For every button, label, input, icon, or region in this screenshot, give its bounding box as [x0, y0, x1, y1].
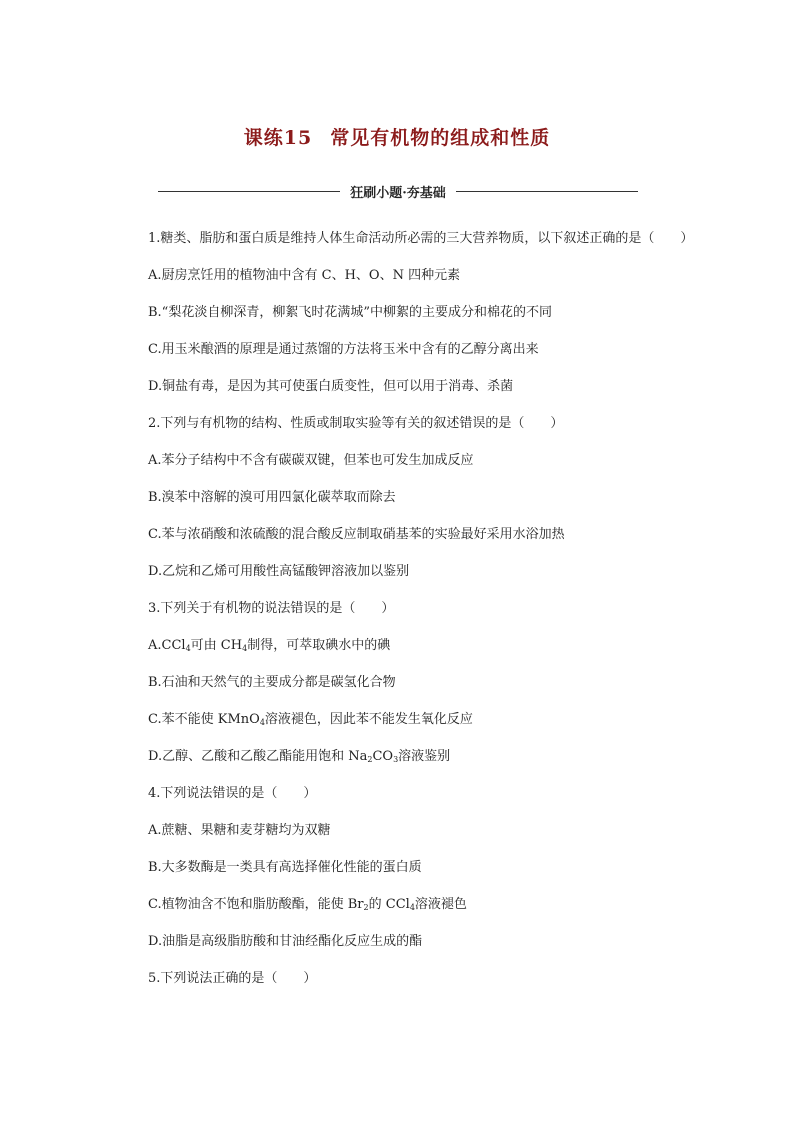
option-text: 溶液褪色，因此苯不能发生氧化反应 — [264, 712, 473, 727]
option-text: C.植物油含不饱和脂肪酸酯，能使 Br — [148, 897, 364, 912]
question-2-option-b: B.溴苯中溶解的溴可用四氯化碳萃取而除去 — [148, 490, 396, 505]
option-text: CO — [372, 749, 394, 764]
subscript: 4 — [259, 718, 265, 727]
divider-line-right — [456, 191, 638, 192]
option-text: 制得，可萃取碘水中的碘 — [247, 638, 391, 653]
question-5-stem: 5.下列说法正确的是（ ） — [148, 971, 317, 986]
subscript: 2 — [367, 755, 373, 764]
question-3-stem: 3.下列关于有机物的说法错误的是（ ） — [148, 601, 395, 616]
question-3-option-c — [148, 709, 688, 731]
lesson-title: 常见有机物的组成和性质 — [330, 127, 551, 149]
question-2-option-c: C.苯与浓硝酸和浓硫酸的混合酸反应制取硝基苯的实验最好采用水浴加热 — [148, 527, 565, 542]
question-3-option-d — [148, 746, 688, 768]
section-heading: 狂刷小题·夯基础 — [350, 185, 446, 201]
subscript: 2 — [363, 903, 369, 912]
subscript: 4 — [185, 644, 191, 653]
option-text: 可由 CH — [190, 638, 243, 653]
question-1-option-b: B.“梨花淡自柳深青，柳絮飞时花满城”中柳絮的主要成分和棉花的不同 — [148, 305, 552, 320]
section-divider — [158, 180, 638, 202]
question-1-option-a: A.厨房烹饪用的植物油中含有 C、H、O、N 四种元素 — [148, 268, 461, 283]
question-2-option-a: A.苯分子结构中不含有碳碳双键，但苯也可发生加成反应 — [148, 453, 474, 468]
question-4-option-c — [148, 894, 688, 916]
question-1-option-c: C.用玉米酿酒的原理是通过蒸馏的方法将玉米中含有的乙醇分离出来 — [148, 342, 539, 357]
option-text: 溶液鉴别 — [398, 749, 451, 764]
question-4-option-b: B.大多数酶是一类具有高选择催化性能的蛋白质 — [148, 860, 422, 875]
question-4-stem: 4.下列说法错误的是（ ） — [148, 786, 317, 801]
question-3-option-a — [148, 635, 688, 657]
option-text: C.苯不能使 KMnO — [148, 712, 260, 727]
subscript: 4 — [242, 644, 248, 653]
subscript: 4 — [409, 903, 415, 912]
question-1-option-d: D.铜盐有毒，是因为其可使蛋白质变性，但可以用于消毒、杀菌 — [148, 379, 514, 394]
lesson-number: 课练15 — [243, 127, 313, 149]
divider-line-left — [158, 191, 340, 192]
question-2-option-d: D.乙烷和乙烯可用酸性高锰酸钾溶液加以鉴别 — [148, 564, 410, 579]
question-3-option-b: B.石油和天然气的主要成分都是碳氢化合物 — [148, 675, 396, 690]
question-list — [128, 228, 694, 1005]
question-4-option-d: D.油脂是高级脂肪酸和甘油经酯化反应生成的酯 — [148, 934, 423, 949]
question-2-stem: 2.下列与有机物的结构、性质或制取实验等有关的叙述错误的是（ ） — [148, 416, 564, 431]
option-text: D.乙醇、乙酸和乙酸乙酯能用饱和 Na — [148, 749, 368, 764]
subscript: 3 — [393, 755, 399, 764]
page-title — [0, 123, 794, 150]
option-text: 的 CCl — [368, 897, 410, 912]
question-4-option-a: A.蔗糖、果糖和麦芽糖均为双糖 — [148, 823, 331, 838]
option-text: A.CCl — [148, 638, 186, 653]
question-1-stem: 1.糖类、脂肪和蛋白质是维持人体生命活动所必需的三大营养物质，以下叙述正确的是（ ） — [148, 231, 694, 246]
option-text: 溶液褪色 — [414, 897, 467, 912]
